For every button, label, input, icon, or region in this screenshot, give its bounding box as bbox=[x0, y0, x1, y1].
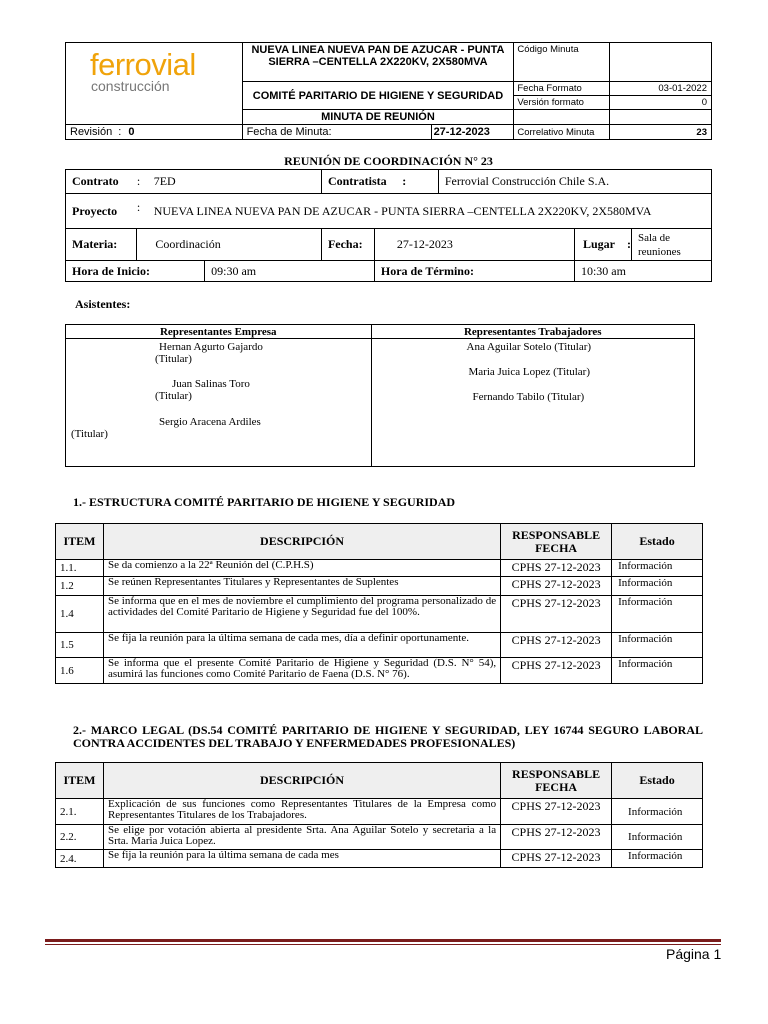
table-row bbox=[56, 850, 703, 868]
contrato-value: 7ED bbox=[148, 170, 322, 194]
s1-estado: Información bbox=[612, 577, 703, 596]
trabajadores-list bbox=[371, 339, 694, 467]
s1-item: 1.5 bbox=[56, 633, 104, 658]
table-row bbox=[56, 799, 703, 825]
meeting-info-table bbox=[65, 169, 712, 282]
trabajadores-header: Representantes Trabajadores bbox=[371, 325, 694, 339]
revision-value: 0 bbox=[128, 126, 135, 138]
asistentes-heading: Asistentes: bbox=[75, 297, 131, 311]
logo-cell bbox=[66, 43, 243, 125]
s1-col-resp: RESPONSABLE FECHA bbox=[501, 524, 612, 560]
section1-table bbox=[55, 523, 703, 684]
materia-value: Coordinación bbox=[137, 229, 322, 261]
footer-line-thick bbox=[45, 939, 721, 942]
s1-desc: Se fija la reunión para la última semana de cada mes, día a definir oportunamente. bbox=[103, 633, 500, 658]
s1-estado: Información bbox=[612, 596, 703, 633]
project-title: NUEVA LINEA NUEVA PAN DE AZUCAR - PUNTA SIERRA –CENTELLA 2X220KV, 2X580MVA bbox=[242, 43, 514, 82]
meeting-title: REUNIÓN DE COORDINACIÓN N° 23 bbox=[284, 154, 493, 168]
s1-item: 1.1. bbox=[56, 560, 104, 577]
fecha-minuta-cell bbox=[242, 125, 514, 140]
table-row bbox=[56, 560, 703, 577]
proyecto-label: Proyecto bbox=[66, 194, 137, 229]
s1-resp: CPHS 27-12-2023 bbox=[501, 658, 612, 684]
s1-resp: CPHS 27-12-2023 bbox=[501, 633, 612, 658]
hora-termino-label: Hora de Término: bbox=[374, 261, 574, 282]
s2-col-estado: Estado bbox=[612, 763, 703, 799]
s2-estado: Información bbox=[612, 850, 703, 868]
trabajador-1: Ana Aguilar Sotelo (Titular) bbox=[466, 341, 592, 353]
s1-item: 1.4 bbox=[56, 596, 104, 633]
empresa-name-1: Hernan Agurto Gajardo bbox=[159, 341, 263, 353]
codigo-minuta-label: Código Minuta bbox=[514, 43, 610, 82]
empresa-role-1: (Titular) bbox=[155, 353, 192, 365]
fecha-minuta-label: Fecha de Minuta: bbox=[246, 126, 332, 138]
version-formato-value: 0 bbox=[610, 96, 712, 110]
s1-item: 1.6 bbox=[56, 658, 104, 684]
lugar-sep: : bbox=[626, 237, 631, 251]
s1-estado: Información bbox=[612, 658, 703, 684]
s2-item: 2.1. bbox=[56, 799, 104, 825]
fecha-formato-label: Fecha Formato bbox=[514, 82, 610, 96]
contratista-value: Ferrovial Construcción Chile S.A. bbox=[438, 170, 711, 194]
s2-resp: CPHS 27-12-2023 bbox=[501, 825, 612, 850]
lugar-value: Sala de reuniones bbox=[631, 229, 711, 261]
s2-desc: Explicación de sus funciones como Representantes Titulares de la Empresa como Representantes Titulares de los Trabajadores. bbox=[103, 799, 500, 825]
trabajador-3: Fernando Tabilo (Titular) bbox=[472, 391, 585, 403]
attendees-table bbox=[65, 324, 695, 467]
fecha-value: 27-12-2023 bbox=[374, 229, 574, 261]
s2-col-item: ITEM bbox=[56, 763, 104, 799]
ferrovial-logo bbox=[66, 45, 242, 123]
s2-resp: CPHS 27-12-2023 bbox=[501, 799, 612, 825]
hora-inicio-label: Hora de Inicio: bbox=[66, 261, 205, 282]
s2-desc: Se fija la reunión para la última semana de cada mes bbox=[103, 850, 500, 868]
table-row bbox=[56, 633, 703, 658]
section1-title: 1.- ESTRUCTURA COMITÉ PARITARIO DE HIGIENE Y SEGURIDAD bbox=[73, 495, 456, 509]
table-row bbox=[56, 825, 703, 850]
hora-inicio-value: 09:30 am bbox=[205, 261, 375, 282]
empresa-name-3: Sergio Aracena Ardiles bbox=[159, 416, 261, 428]
contrato-label: Contrato bbox=[66, 170, 137, 194]
materia-label: Materia: bbox=[66, 229, 137, 261]
s1-col-item: ITEM bbox=[56, 524, 104, 560]
hora-termino-value: 10:30 am bbox=[574, 261, 711, 282]
version-formato-label: Versión formato bbox=[514, 96, 610, 110]
table-row bbox=[56, 658, 703, 684]
section2-title: 2.- MARCO LEGAL (DS.54 COMITÉ PARITARIO DE HIGIENE Y SEGURIDAD, LEY 16744 SEGURO LABORAL CONTRA ACCIDENTES DEL TRABAJO Y ENFERMEDADES PROFESIONALES) bbox=[73, 723, 703, 750]
s2-item: 2.4. bbox=[56, 850, 104, 868]
lugar-label: Lugar bbox=[582, 237, 615, 251]
s1-resp: CPHS 27-12-2023 bbox=[501, 577, 612, 596]
s2-estado: Información bbox=[612, 825, 703, 850]
proyecto-value: NUEVA LINEA NUEVA PAN DE AZUCAR - PUNTA SIERRA –CENTELLA 2X220KV, 2X580MVA bbox=[148, 194, 712, 229]
s2-col-resp: RESPONSABLE FECHA bbox=[501, 763, 612, 799]
s2-resp: CPHS 27-12-2023 bbox=[501, 850, 612, 868]
fecha-minuta-value: 27-12-2023 bbox=[431, 125, 514, 139]
section2-table bbox=[55, 762, 703, 868]
s1-desc: Se da comienzo a la 22ª Reunión del (C.P.H.S) bbox=[103, 560, 500, 577]
empresa-role-3: (Titular) bbox=[71, 428, 108, 440]
s1-estado: Información bbox=[612, 633, 703, 658]
s1-resp: CPHS 27-12-2023 bbox=[501, 596, 612, 633]
revision-cell bbox=[66, 125, 243, 140]
proyecto-sep: : bbox=[137, 194, 148, 229]
s1-desc: Se reúnen Representantes Titulares y Representantes de Suplentes bbox=[103, 577, 500, 596]
s1-col-estado: Estado bbox=[612, 524, 703, 560]
footer-line-thin bbox=[45, 944, 721, 945]
table-row bbox=[56, 577, 703, 596]
revision-separator: : bbox=[118, 126, 122, 138]
s1-item: 1.2 bbox=[56, 577, 104, 596]
correlativo-value: 23 bbox=[610, 125, 712, 140]
s1-desc: Se informa que el presente Comité Paritario de Higiene y Seguridad (D.S. N° 54), asumirá las funciones como Comité Paritario de Faena (D.S. N° 76). bbox=[103, 658, 500, 684]
logo-sub-text: construcción bbox=[91, 77, 170, 94]
s1-col-desc: DESCRIPCIÓN bbox=[103, 524, 500, 560]
committee-title: COMITÉ PARITARIO DE HIGIENE Y SEGURIDAD bbox=[242, 82, 514, 110]
codigo-minuta-value bbox=[610, 43, 712, 82]
empresa-header: Representantes Empresa bbox=[66, 325, 372, 339]
doc-title: MINUTA DE REUNIÓN bbox=[242, 110, 514, 125]
lugar-cell bbox=[574, 229, 631, 261]
empresa-list bbox=[66, 339, 372, 467]
s1-resp: CPHS 27-12-2023 bbox=[501, 560, 612, 577]
fecha-formato-value: 03-01-2022 bbox=[610, 82, 712, 96]
page-number: Página 1 bbox=[666, 946, 722, 962]
s2-estado: Información bbox=[612, 799, 703, 825]
contratista-label: Contratista bbox=[321, 170, 392, 194]
s1-desc: Se informa que en el mes de noviembre el cumplimiento del programa personalizado de actividades del Comité Paritario de Higiene y Seguridad fue del 100%. bbox=[103, 596, 500, 633]
logo-main-text: ferrovial bbox=[90, 46, 196, 82]
document-header bbox=[65, 42, 712, 140]
trabajador-2: Maria Juica Lopez (Titular) bbox=[468, 366, 590, 378]
s2-col-desc: DESCRIPCIÓN bbox=[103, 763, 500, 799]
contrato-sep: : bbox=[137, 170, 148, 194]
contratista-sep: : bbox=[392, 170, 438, 194]
correlativo-label: Correlativo Minuta bbox=[514, 125, 610, 140]
table-row bbox=[56, 596, 703, 633]
s2-item: 2.2. bbox=[56, 825, 104, 850]
revision-label: Revisión bbox=[70, 126, 113, 138]
empresa-name-2: Juan Salinas Toro bbox=[172, 378, 250, 390]
s2-desc: Se elige por votación abierta al presidente Srta. Ana Aguilar Sotelo y secretaria a la Srta. Maria Juica Lopez. bbox=[103, 825, 500, 850]
s1-estado: Información bbox=[612, 560, 703, 577]
empresa-role-2: (Titular) bbox=[155, 390, 192, 402]
fecha-label: Fecha: bbox=[321, 229, 374, 261]
